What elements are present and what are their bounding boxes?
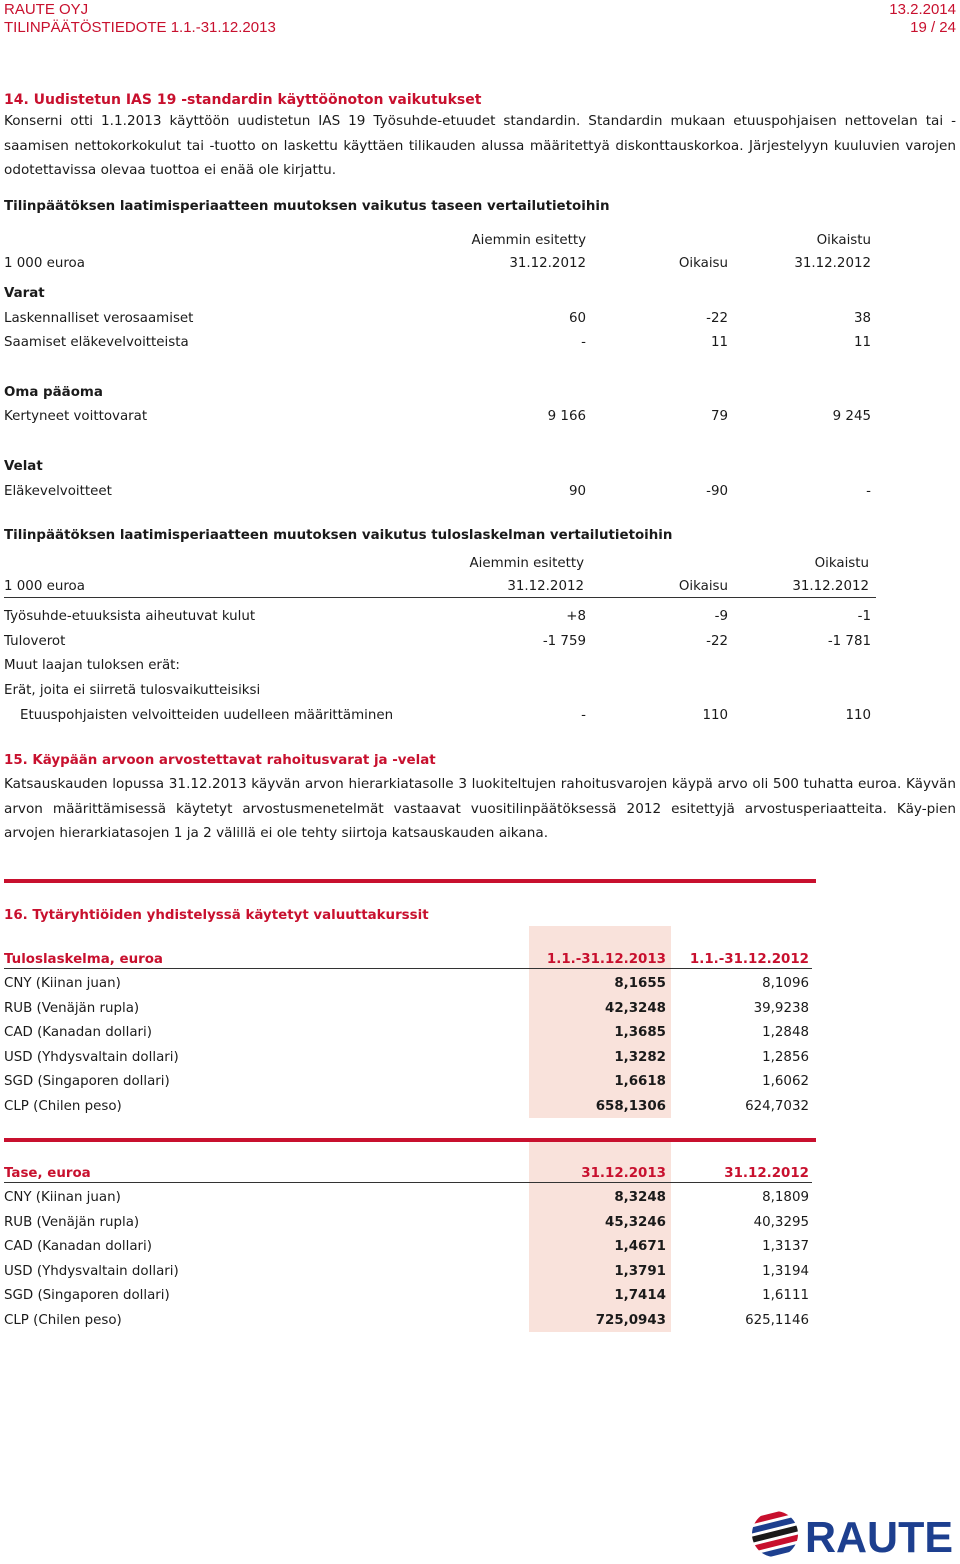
section-14-title: 14. Uudistetun IAS 19 -standardin käyttöönoton vaikutukset — [4, 92, 482, 108]
income-unit: 1 000 euroa — [4, 579, 85, 594]
fx-balance-header-rule — [4, 1182, 812, 1183]
balance-row-v2: 11 — [710, 335, 728, 350]
balance-row-v3: - — [866, 484, 871, 499]
income-col1-top: Aiemmin esitetty — [469, 556, 584, 571]
income-row-v2: -22 — [706, 634, 728, 649]
currency-rate-previous: 624,7032 — [745, 1099, 809, 1114]
income-table-title: Tilinpäätöksen laatimisperiaatteen muutoksen vaikutus tuloslaskelman vertailutietoihin — [4, 528, 673, 543]
balance-row-v1: 9 166 — [547, 409, 586, 424]
currency-rate-current: 1,3685 — [614, 1025, 666, 1041]
currency-rate-current: 8,3248 — [614, 1190, 666, 1205]
balance-table-title: Tilinpäätöksen laatimisperiaatteen muutoksen vaikutus taseen vertailutietoihin — [4, 199, 610, 214]
currency-rate-previous: 1,6062 — [762, 1074, 809, 1090]
currency-label: CAD (Kanadan dollari) — [4, 1025, 152, 1041]
fx-balance-col1-header: 31.12.2013 — [581, 1166, 666, 1181]
currency-rate-previous: 8,1096 — [762, 976, 809, 991]
currency-label: SGD (Singaporen dollari) — [4, 1288, 170, 1304]
balance-col1-top: Aiemmin esitetty — [471, 233, 586, 248]
document-date: 13.2.2014 — [889, 1, 956, 18]
company-name: RAUTE OYJ — [4, 1, 89, 18]
balance-row-label: Eläkevelvoitteet — [4, 484, 112, 499]
income-header-rule — [4, 597, 876, 598]
section-divider — [4, 1138, 816, 1142]
currency-label: RUB (Venäjän rupla) — [4, 1000, 140, 1016]
income-row-v1: -1 759 — [542, 634, 586, 649]
section-16-title: 16. Tytäryhtiöiden yhdistelyssä käytetyt valuuttakurssit — [4, 908, 429, 923]
balance-row-v3: 9 245 — [832, 409, 871, 424]
section-15-paragraph: Katsauskauden lopussa 31.12.2013 käyvän arvon hierarkiatasolle 3 luokiteltujen rahoitusvarojen käypä arvo oli 500 tuhatta euroa. Käyvän arvon määrittämisessä käytetyt arvostusmenetelmät vastaavat vuositilinpäätöksessä 2012 esitettyjä arvostusperiaatteita. Käy-pien arvojen hierarkiatasojen 1 ja 2 välillä ei ole tehty siirtoja katsauskauden aikana. — [4, 776, 956, 841]
currency-label: CNY (Kiinan juan) — [4, 1190, 121, 1205]
currency-rate-previous: 1,6111 — [762, 1288, 809, 1304]
income-row-v1: +8 — [566, 609, 586, 624]
fx-income-header-rule — [4, 968, 812, 969]
currency-rate-previous: 1,2848 — [762, 1025, 809, 1041]
income-row-label: Työsuhde-etuuksista aiheutuvat kulut — [4, 609, 256, 624]
balance-row-v2: -22 — [706, 311, 728, 326]
balance-row-v3: 38 — [853, 311, 871, 326]
income-row-v3: -1 781 — [827, 634, 871, 649]
currency-rate-current: 1,6618 — [614, 1074, 666, 1090]
currency-rate-previous: 1,3194 — [762, 1263, 809, 1279]
balance-col3-top: Oikaistu — [816, 233, 871, 248]
balance-group-heading: Varat — [4, 286, 45, 301]
income-row-label: Muut laajan tuloksen erät: — [4, 658, 180, 673]
section-14-paragraph: Konserni otti 1.1.2013 käyttöön uudistetun IAS 19 Työsuhde-etuudet standardin. Standardin mukaan etuuspohjaisen nettovelan tai -saamisen nettokorkokulut tai -tuotto on laskettu käyttäen tilikauden alussa määritettyä diskonttauskorkoa. Järjestelyyn kuuluvien varojen odotettavissa olevaa tuottoa ei enää ole kirjattu. — [4, 113, 956, 178]
balance-row-label: Saamiset eläkevelvoitteista — [4, 335, 189, 350]
currency-rate-current: 1,3791 — [614, 1263, 666, 1279]
currency-rate-current: 658,1306 — [595, 1099, 666, 1114]
document-title: TILINPÄÄTÖSTIEDOTE 1.1.-31.12.2013 — [4, 19, 276, 36]
income-col1-header: 31.12.2012 — [507, 579, 584, 594]
currency-label: USD (Yhdysvaltain dollari) — [4, 1263, 179, 1279]
currency-rate-current: 45,3246 — [605, 1214, 666, 1230]
raute-logo — [750, 1508, 956, 1560]
currency-rate-current: 1,7414 — [614, 1288, 666, 1304]
fx-income-col1-header: 1.1.-31.12.2013 — [546, 952, 666, 967]
currency-rate-previous: 1,2856 — [762, 1049, 809, 1065]
income-row-v1: - — [581, 708, 586, 723]
section-divider — [4, 879, 816, 883]
fx-income-col2-header: 1.1.-31.12.2012 — [689, 952, 809, 967]
fx-balance-heading: Tase, euroa — [4, 1166, 91, 1181]
currency-label: CLP (Chilen peso) — [4, 1099, 122, 1114]
balance-row-label: Kertyneet voittovarat — [4, 409, 148, 424]
balance-row-v2: 79 — [710, 409, 728, 424]
income-col3-header: 31.12.2012 — [792, 579, 869, 594]
income-row-v3: 110 — [845, 708, 871, 723]
raute-logo-mark — [750, 1508, 956, 1560]
balance-row-label: Laskennalliset verosaamiset — [4, 311, 194, 326]
balance-unit: 1 000 euroa — [4, 256, 85, 271]
currency-label: CLP (Chilen peso) — [4, 1313, 122, 1328]
balance-col1-header: 31.12.2012 — [509, 256, 586, 271]
currency-rate-previous: 1,3137 — [762, 1239, 809, 1255]
balance-row-v2: -90 — [706, 484, 728, 499]
balance-row-v1: 90 — [568, 484, 586, 499]
section-15-title: 15. Käypään arvoon arvostettavat rahoitusvarat ja -velat — [4, 753, 436, 768]
balance-group-heading: Velat — [4, 459, 43, 474]
income-col3-top: Oikaistu — [814, 556, 869, 571]
currency-label: CAD (Kanadan dollari) — [4, 1239, 152, 1255]
income-col2-header: Oikaisu — [678, 579, 728, 594]
income-row-label: Etuuspohjaisten velvoitteiden uudelleen määrittäminen — [20, 708, 394, 723]
balance-group-heading: Oma pääoma — [4, 385, 103, 400]
currency-label: CNY (Kiinan juan) — [4, 976, 121, 991]
currency-rate-current: 42,3248 — [605, 1000, 666, 1016]
balance-col3-header: 31.12.2012 — [794, 256, 871, 271]
income-row-label: Erät, joita ei siirretä tulosvaikutteisiksi — [4, 683, 261, 698]
currency-rate-current: 1,3282 — [614, 1049, 666, 1065]
income-row-label: Tuloverot — [4, 634, 66, 649]
fx-income-heading: Tuloslaskelma, euroa — [4, 952, 163, 967]
income-row-v2: -9 — [714, 609, 728, 624]
income-row-v3: -1 — [857, 609, 871, 624]
currency-rate-previous: 40,3295 — [753, 1214, 809, 1230]
svg-text:RAUTE: RAUTE — [805, 1513, 953, 1560]
income-row-v2: 110 — [702, 708, 728, 723]
currency-label: SGD (Singaporen dollari) — [4, 1074, 170, 1090]
currency-label: USD (Yhdysvaltain dollari) — [4, 1049, 179, 1065]
page-number: 19 / 24 — [910, 19, 956, 36]
currency-rate-current: 8,1655 — [614, 976, 666, 991]
currency-rate-current: 725,0943 — [595, 1313, 666, 1328]
balance-row-v1: 60 — [568, 311, 586, 326]
balance-row-v3: 11 — [853, 335, 871, 350]
currency-rate-current: 1,4671 — [614, 1239, 666, 1255]
currency-label: RUB (Venäjän rupla) — [4, 1214, 140, 1230]
fx-balance-col2-header: 31.12.2012 — [724, 1166, 809, 1181]
currency-rate-previous: 39,9238 — [753, 1000, 809, 1016]
balance-row-v1: - — [581, 335, 586, 350]
currency-rate-previous: 625,1146 — [745, 1313, 809, 1328]
balance-col2-header: Oikaisu — [678, 256, 728, 271]
currency-rate-previous: 8,1809 — [762, 1190, 809, 1205]
